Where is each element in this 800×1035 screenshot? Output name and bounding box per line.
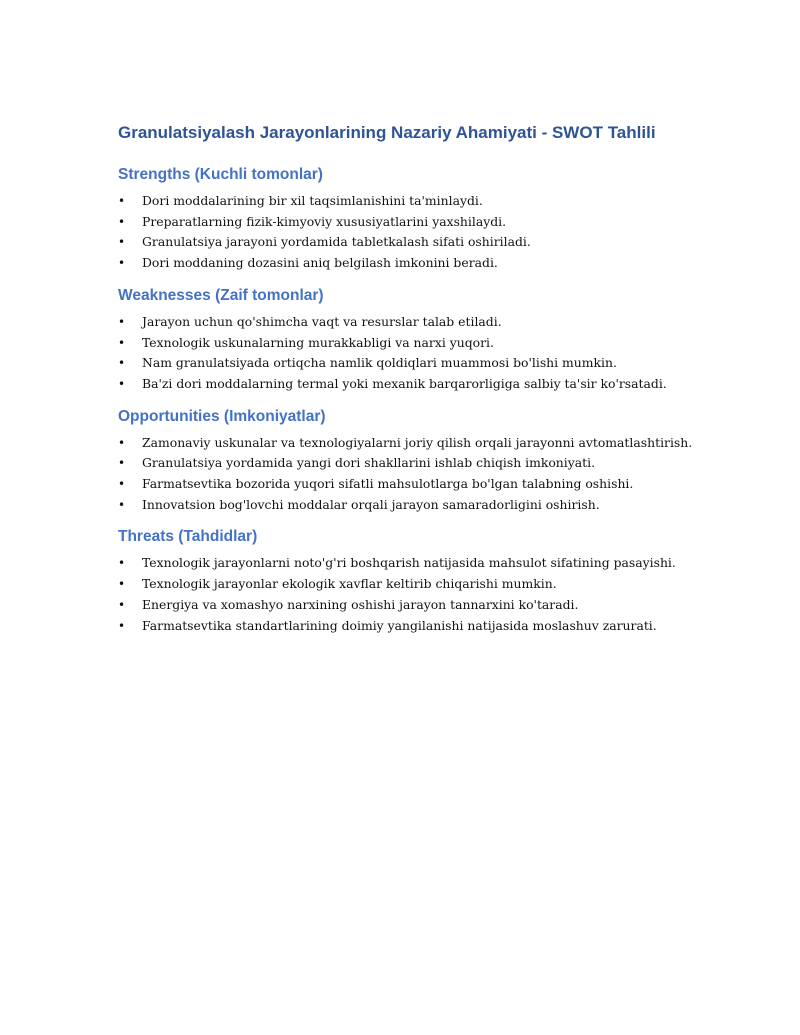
bullet-icon: • — [118, 556, 126, 571]
list-item-text: Ba'zi dori moddalarning termal yoki mexanik barqarorligiga salbiy ta'sir ko'rsatadi. — [142, 375, 667, 391]
section-heading-strengths: Strengths (Kuchli tomonlar) — [118, 166, 323, 183]
list-item-text: Farmatsevtika standartlarining doimiy yangilanishi natijasida moslashuv zarurati. — [142, 617, 657, 633]
list-item — [118, 232, 718, 253]
list-item-text: Dori moddaning dozasini aniq belgilash imkonini beradi. — [142, 255, 498, 271]
list-item — [118, 212, 718, 233]
list-item — [118, 574, 718, 595]
list-item-text: Texnologik jarayonlarni noto'g'ri boshqarish natijasida mahsulot sifatining pasayishi. — [142, 555, 676, 571]
list-item — [118, 333, 718, 354]
section-heading-opportunities: Opportunities (Imkoniyatlar) — [118, 407, 326, 425]
list-item — [118, 495, 718, 516]
bullet-icon: • — [118, 214, 126, 229]
bullet-list-weaknesses — [118, 312, 718, 395]
list-item — [118, 253, 718, 274]
list-item-text: Preparatlarning fizik-kimyoviy xususiyatlarini yaxshilaydi. — [142, 213, 507, 229]
section-threats — [118, 525, 718, 636]
bullet-icon: • — [118, 456, 126, 471]
bullet-list-threats — [118, 553, 718, 636]
list-item — [118, 553, 718, 574]
bullet-icon: • — [118, 577, 126, 592]
bullet-icon: • — [118, 435, 126, 450]
document-title: Granulatsiyalash Jarayonlarining Nazariy Ahamiyati - SWOT Tahlili — [118, 123, 656, 142]
list-item — [118, 616, 718, 637]
list-item-text: Granulatsiya yordamida yangi dori shakllarini ishlab chiqish imkoniyati. — [142, 455, 596, 471]
list-item-text: Granulatsiya jarayoni yordamida tabletkalash sifati oshiriladi. — [142, 234, 531, 250]
section-heading-weaknesses: Weaknesses (Zaif tomonlar) — [118, 286, 324, 304]
list-item — [118, 595, 718, 616]
bullet-list-strengths — [118, 191, 718, 274]
bullet-icon: • — [118, 477, 126, 492]
bullet-icon: • — [118, 256, 126, 271]
bullet-icon: • — [118, 314, 126, 329]
bullet-icon: • — [118, 194, 126, 208]
bullet-list-opportunities — [118, 433, 718, 516]
bullet-icon: • — [118, 597, 126, 612]
list-item-text: Energiya va xomashyo narxining oshishi jarayon tannarxini ko'taradi. — [142, 596, 579, 612]
list-item-text: Jarayon uchun qo'shimcha vaqt va resurslar talab etiladi. — [142, 313, 502, 329]
list-item-text: Zamonaviy uskunalar va texnologiyalarni joriy qilish orqali jarayonni avtomatlashtirish. — [142, 434, 693, 450]
bullet-icon: • — [118, 335, 126, 350]
list-item-text: Farmatsevtika bozorida yuqori sifatli mahsulotlarga bo'lgan talabning oshishi. — [142, 476, 634, 492]
list-item — [118, 453, 718, 474]
section-opportunities — [118, 405, 718, 516]
bullet-icon: • — [118, 235, 126, 250]
bullet-icon: • — [118, 376, 126, 391]
bullet-icon: • — [118, 618, 126, 633]
list-item — [118, 312, 718, 333]
list-item — [118, 191, 718, 212]
bullet-icon: • — [118, 497, 126, 512]
list-item — [118, 374, 718, 395]
list-item-text: Texnologik jarayonlar ekologik xavflar keltirib chiqarishi mumkin. — [142, 576, 557, 592]
section-strengths — [118, 163, 718, 274]
document-page — [118, 120, 718, 646]
list-item-text: Nam granulatsiyada ortiqcha namlik qoldiqlari muammosi bo'lishi mumkin. — [142, 355, 617, 371]
bullet-icon: • — [118, 356, 126, 371]
list-item-text: Innovatsion bog'lovchi moddalar orqali jarayon samaradorligini oshirish. — [142, 496, 600, 512]
section-weaknesses — [118, 284, 718, 395]
list-item-text: Dori moddalarining bir xil taqsimlanishini ta'minlaydi. — [142, 193, 483, 208]
list-item-text: Texnologik uskunalarning murakkabligi va narxi yuqori. — [142, 334, 494, 350]
list-item — [118, 433, 718, 454]
list-item — [118, 353, 718, 374]
list-item — [118, 474, 718, 495]
section-heading-threats: Threats (Tahdidlar) — [118, 528, 258, 546]
